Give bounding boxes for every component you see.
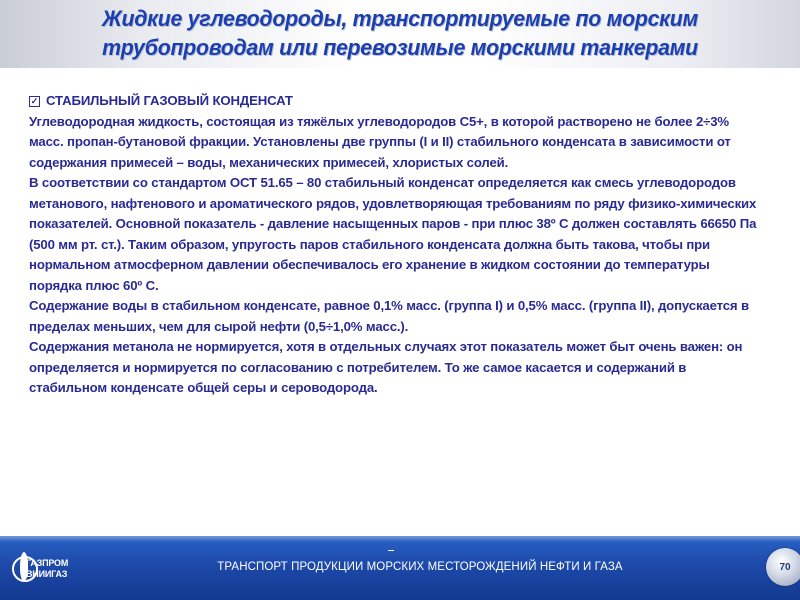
body-line: масс. пропан-бутановой фракции. Установлены две группы (I и II) стабильного конденсата в зависимости от <box>29 134 731 149</box>
page-number-badge: 70 <box>766 548 800 586</box>
body-line: стабильном конденсате общей серы и сероводорода. <box>29 380 378 395</box>
body-line: (500 мм рт. ст.). Таким образом, упругость паров стабильного конденсата должна быть такова, чтобы при <box>29 236 711 252</box>
body-line: содержания примесей – воды, механических примесей, хлористых солей. <box>29 154 509 170</box>
body-line: Содержания метанола не нормируется, хотя в отдельных случаях этот показатель может быт очень важен: он <box>29 339 743 354</box>
footer-bar <box>0 536 800 600</box>
header-band <box>0 0 800 68</box>
body-line: определяется и нормируется по согласованию с потребителем. То же самое касается и содержаний в <box>29 359 687 375</box>
content-body <box>29 91 784 399</box>
slide-title-line-1: Жидкие углеводороды, транспортируемые по морским <box>102 6 698 31</box>
section-heading-text: СТАБИЛЬНЫЙ ГАЗОВЫЙ КОНДЕНСАТ <box>46 93 293 108</box>
body-line: В соответствии со стандартом ОСТ 51.65 – 80 стабильный конденсат определяется как смесь углеводородов <box>29 175 736 190</box>
footer-dash <box>388 550 394 551</box>
body-line: пределах меньших, чем для сырой нефти (0,5÷1,0% масс.). <box>29 318 409 334</box>
section-heading <box>29 91 784 112</box>
footer-caption: ТРАНСПОРТ ПРОДУКЦИИ МОРСКИХ МЕСТОРОЖДЕНИЙ НЕФТИ И ГАЗА <box>217 561 623 573</box>
body-line: Содержание воды в стабильном конденсате, равное 0,1% масс. (группа I) и 0,5% масс. (группа II), допускается в <box>29 298 749 313</box>
body-line: нормальном атмосферном давлении обеспечивалось его хранение в жидком состоянии до температуры <box>29 257 710 272</box>
body-line: показателей. Основной показатель - давление насыщенных паров - при плюс 38º С должен составлять 66650 Па <box>29 216 757 231</box>
checkbox-bullet-icon <box>29 96 40 107</box>
slide-title-line-2: трубопроводам или перевозимые морскими танкерами <box>102 35 698 60</box>
logo-text-line-1: ГАЗПРОМ <box>26 558 69 568</box>
slide-title <box>12 4 788 62</box>
logo-text-line-2: ВНИИГАЗ <box>26 569 68 579</box>
body-line: порядка плюс 60º С. <box>29 277 159 293</box>
body-line: Углеводородная жидкость, состоящая из тяжёлых углеводородов С5+, в которой растворено не более 2÷3% <box>29 113 730 129</box>
body-line: метанового, нафтенового и ароматического рядов, удовлетворяющая требованиям по ряду физико-химических <box>29 195 757 211</box>
